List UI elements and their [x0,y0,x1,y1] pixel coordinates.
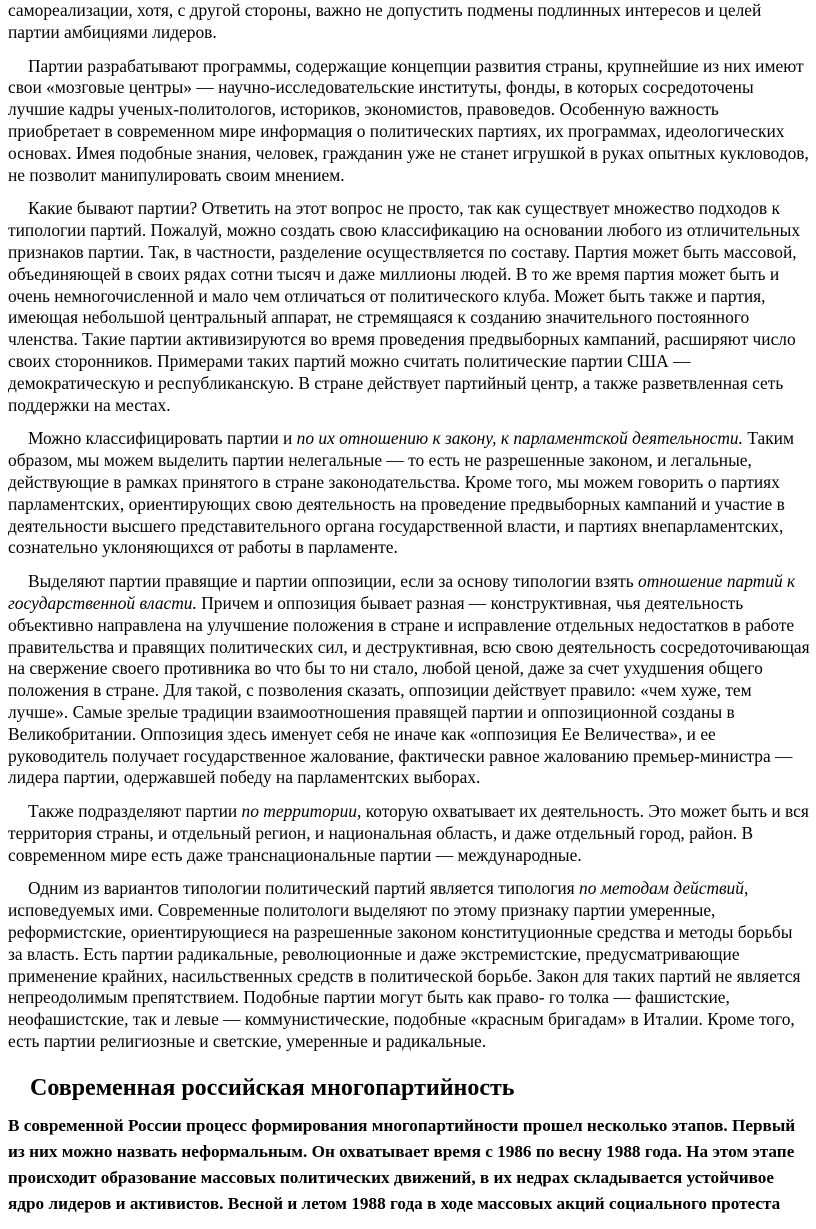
text-segment: Одним из вариантов типологии политический партий является типология [28,878,580,899]
text-segment: , исповедуемых ими. Современные политологи выделяют по этому признаку партии умеренные, реформистские, ориентирующиеся на разрешенные законом конституционные средства и методы борьбы за власть. Есть партии радикальные, революционные и даже экстремистские, предусматривающие применение крайних, насильственных средств в политической борьбе. Закон для таких партий не является непреодолимым препятствием. Подобные партии могут быть как право- го толка — фашистские, неофашистские, так и левые — коммунистические, подобные «красным бригадам» в Италии. Кроме того, есть партии религиозные и светские, умеренные и радикальные. [8,878,801,1052]
paragraph-party-programs: Партии разрабатывают программы, содержащие концепции развития страны, крупнейшие из них имеют свои «мозговые центры» — научно-исследовательские институты, фонды, в которых сосредоточены лучшие кадры ученых-политологов, историков, экономистов, правоведов. Особенную важность приобретает в современном мире информация о политических партиях, их программах, идеологических основах. Имея подобные знания, человек, гражданин уже не станет игрушкой в руках опытных кукловодов, не позволит манипулировать своим мнением. [8,55,809,185]
paragraph-territory [8,801,810,866]
text-segment: Выделяют партии правящие и партии оппозиции, если за основу типологии взять [28,571,639,592]
paragraph-ruling-opposition [8,571,810,789]
text-segment: Таким образом, мы можем выделить партии нелегальные — то есть не разрешенные законом, и легальные, действующие в рамках принятого в стране законодательства. Кроме того, мы можем говорить о партиях парламентских, ориентирующих свою деятельность на проведение предвыборных кампаний и участие в деятельности высшего представительного органа государственной власти, и партиях внепарламентских, сознательно уклоняющихся от работы в парламенте. [8,428,794,558]
section-heading: Современная российская многопартийность [30,1074,515,1101]
paragraph-party-types: Какие бывают партии? Ответить на этот вопрос не просто, так как существует множество подходов к типологии партий. Пожалуй, можно создать свою классификацию на основании любого из отличительных признаков партии. Так, в частности, разделение осуществляется по составу. Партия может быть массовой, объединяющей в своих рядах сотни тысяч и даже миллионы людей. В то же время партия может быть и очень немногочисленной и мало чем отличаться от политического клуба. Может быть также и партия, имеющая небольшой центральный аппарат, не стремящаяся к созданию значительного постоянного членства. Такие партии активизируются во время проведения предвыборных кампаний, расширяют число своих сторонников. Примерами таких партий можно считать политические партии США — демократическую и республиканскую. В стране действует партийный центр, а также разветвленная сеть поддержки на местах. [8,198,801,415]
paragraph-law-classification [8,428,810,559]
emphasis-text: по методам действий [579,878,744,899]
text-segment: Также подразделяют партии [28,801,242,822]
text-segment: Причем и оппозиция бывает разная — конструктивная, чья деятельность объективно направлена на улучшение положения в стране и исправление отдельных недостатков в работе правительства и правящих политических сил, и деструктивная, всю свою деятельность сосредоточивающая на свержение своего противника во что бы то ни стало, любой ценой, даже за счет ухудшения общего положения в стране. Для такой, с позволения сказать, оппозиции действует правило: «чем хуже, тем лучше». Самые зрелые традиции взаимоотношения правящей партии и оппозиционной созданы в Великобритании. Оппозиция здесь именует себя не иначе как «оппозиция Ее Величества», и ее руководитель получает государственное жалование, фактически равное жалованию премьер-министра — лидера партии, одержавшей победу на парламентских выборах. [8,592,810,788]
text-segment: Можно классифицировать партии и [28,428,297,449]
emphasis-text: отношение партий к государственной власти. [8,571,796,613]
emphasis-text: по их отношению к закону, к парламентской деятельности. [296,428,743,449]
text-segment: , которую охватывает их деятельность. Это может быть и вся территория страны, и отдельный регион, и национальная область, и даже отдельный город, район. В современном мире есть даже транснациональные партии — международные. [8,801,809,865]
section-paragraph: В современной России процесс формирования многопартийности прошел несколько этапов. Первый из них можно назвать неформальным. Он охватывает время с 1986 по весну 1988 года. На этом этапе происходит образование массовых политических движений, в их недрах складывается устойчивое ядро лидеров и активистов. Весной и летом 1988 года в ходе массовых акций социального протеста [8,1115,796,1213]
paragraph-methods [8,878,810,1052]
emphasis-text: по территории [241,801,357,822]
paragraph-continuation: самореализации, хотя, с другой стороны, важно не допустить подмены подлинных интересов и целей партии амбициями лидеров. [8,0,762,42]
